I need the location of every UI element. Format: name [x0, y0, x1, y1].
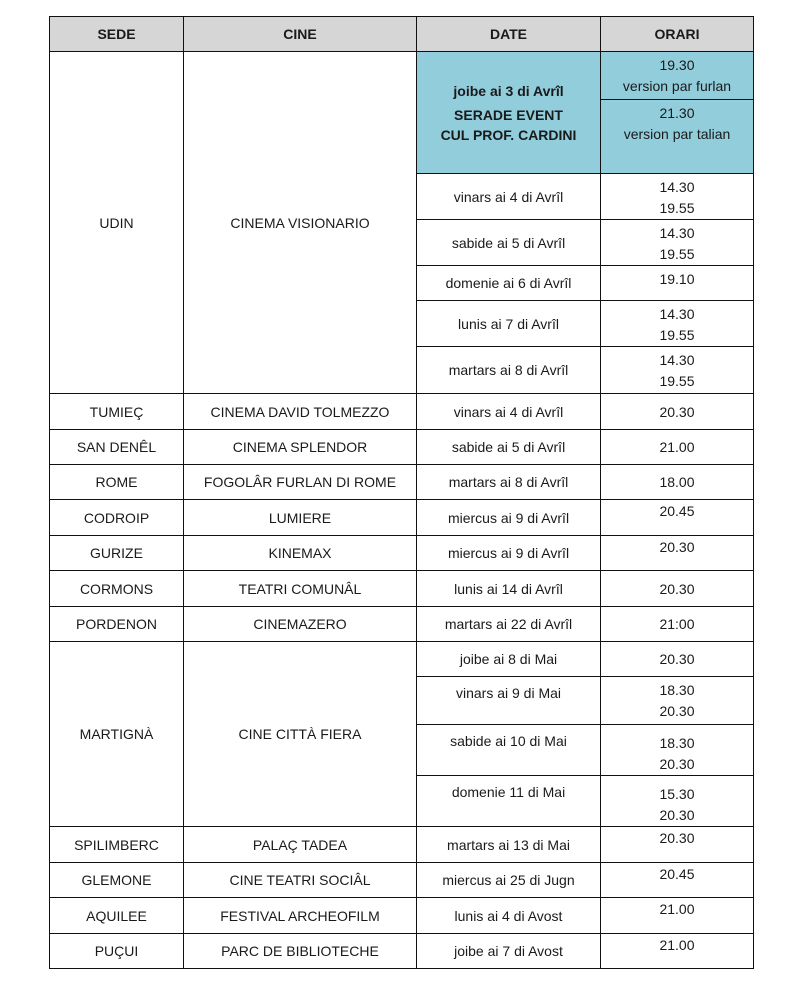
date-cell: lunis ai 14 di Avrîl [417, 571, 601, 607]
cine-cell: LUMIERE [184, 500, 417, 536]
cine-cell: FESTIVAL ARCHEOFILM [184, 898, 417, 934]
sede-cell: PORDENON [50, 607, 184, 642]
header-row [50, 17, 754, 52]
sede-cell: MARTIGNÀ [50, 642, 184, 827]
time: 14.30 [659, 179, 695, 195]
time-cell: 20.45 [601, 500, 754, 536]
time: 18.30 [659, 682, 695, 698]
cine-cell: CINE TEATRI SOCIÂL [184, 863, 417, 898]
time-cell: 20.30 [601, 571, 754, 607]
table-row [50, 52, 754, 100]
date-cell: domenie 11 di Mai [417, 776, 601, 827]
times-cell [601, 642, 754, 677]
cine-cell: CINEMAZERO [184, 607, 417, 642]
date-cell: martars ai 8 di Avrîl [417, 347, 601, 394]
time: 14.30 [659, 352, 695, 368]
times-cell [601, 725, 754, 776]
header-orari: ORARI [601, 17, 754, 52]
sede-cell: SAN DENÊL [50, 430, 184, 465]
table-row [50, 934, 754, 969]
time: 20.30 [659, 807, 695, 823]
sede-cell: AQUILEE [50, 898, 184, 934]
table-row [50, 607, 754, 642]
table-row [50, 642, 754, 677]
date-cell: martars ai 8 di Avrîl [417, 465, 601, 500]
event-date: joibe ai 3 di Avrîl [453, 82, 564, 99]
time: 20.30 [659, 703, 695, 719]
event-note-line2: CUL PROF. CARDINI [440, 126, 577, 143]
time: 19.55 [659, 373, 695, 389]
times-cell [601, 347, 754, 394]
cine-cell: PARC DE BIBLIOTECHE [184, 934, 417, 969]
cine-cell: PALAÇ TADEA [184, 827, 417, 863]
time: 19.55 [659, 246, 695, 262]
sede-cell: GURIZE [50, 536, 184, 571]
event-time-cell-1 [601, 52, 754, 100]
date-cell: sabide ai 5 di Avrîl [417, 430, 601, 465]
table-row [50, 898, 754, 934]
sede-cell: PUÇUI [50, 934, 184, 969]
time-cell: 21.00 [601, 430, 754, 465]
sede-cell: CORMONS [50, 571, 184, 607]
cine-cell: CINEMA DAVID TOLMEZZO [184, 394, 417, 430]
date-cell: sabide ai 5 di Avrîl [417, 220, 601, 266]
event-time-cell-2 [601, 100, 754, 174]
date-cell: joibe ai 7 di Avost [417, 934, 601, 969]
time: 21.30 [659, 105, 695, 121]
date-cell: vinars ai 9 di Mai [417, 677, 601, 725]
times-cell [601, 677, 754, 725]
time-cell: 20.45 [601, 863, 754, 898]
language-label: version par furlan [622, 77, 732, 94]
table-row [50, 536, 754, 571]
time: 15.30 [659, 786, 695, 802]
times-cell [601, 174, 754, 220]
sede-cell: UDIN [50, 52, 184, 394]
time: 19.55 [659, 327, 695, 343]
time-cell: 21.00 [601, 934, 754, 969]
cine-cell: FOGOLÂR FURLAN DI ROME [184, 465, 417, 500]
date-cell: lunis ai 4 di Avost [417, 898, 601, 934]
table-row [50, 500, 754, 536]
date-cell: vinars ai 4 di Avrîl [417, 174, 601, 220]
time-cell: 21:00 [601, 607, 754, 642]
sede-cell: ROME [50, 465, 184, 500]
time-cell: 21.00 [601, 898, 754, 934]
date-cell: martars ai 22 di Avrîl [417, 607, 601, 642]
event-note-line1: SERADE EVENT [454, 106, 563, 123]
time-cell: 20.30 [601, 394, 754, 430]
time-cell: 18.00 [601, 465, 754, 500]
time: 14.30 [659, 306, 695, 322]
table-row [50, 465, 754, 500]
times-cell [601, 220, 754, 266]
date-cell: joibe ai 8 di Mai [417, 642, 601, 677]
event-date-cell [417, 52, 601, 174]
sede-cell: TUMIEÇ [50, 394, 184, 430]
sede-cell: CODROIP [50, 500, 184, 536]
date-cell: miercus ai 25 di Jugn [417, 863, 601, 898]
date-cell: vinars ai 4 di Avrîl [417, 394, 601, 430]
time: 19.30 [659, 56, 695, 73]
table-row [50, 430, 754, 465]
time: 19.10 [659, 271, 695, 287]
schedule-table [49, 16, 754, 969]
time: 18.30 [659, 735, 695, 751]
date-cell: miercus ai 9 di Avrîl [417, 500, 601, 536]
sede-cell: GLEMONE [50, 863, 184, 898]
cine-cell: TEATRI COMUNÂL [184, 571, 417, 607]
date-cell: miercus ai 9 di Avrîl [417, 536, 601, 571]
header-sede: SEDE [50, 17, 184, 52]
date-cell: martars ai 13 di Mai [417, 827, 601, 863]
table-row [50, 863, 754, 898]
times-cell [601, 266, 754, 301]
date-cell: domenie ai 6 di Avrîl [417, 266, 601, 301]
cine-cell: KINEMAX [184, 536, 417, 571]
header-cine: CINE [184, 17, 417, 52]
date-cell: lunis ai 7 di Avrîl [417, 301, 601, 347]
time: 19.55 [659, 200, 695, 216]
time: 14.30 [659, 225, 695, 241]
time: 20.30 [659, 650, 695, 667]
cine-cell: CINE CITTÀ FIERA [184, 642, 417, 827]
times-cell [601, 301, 754, 347]
table-row [50, 827, 754, 863]
date-cell: sabide ai 10 di Mai [417, 725, 601, 776]
language-label: version par talian [623, 126, 731, 142]
table-row [50, 571, 754, 607]
cine-cell: CINEMA VISIONARIO [184, 52, 417, 394]
header-date: DATE [417, 17, 601, 52]
sede-cell: SPILIMBERC [50, 827, 184, 863]
time-cell: 20.30 [601, 827, 754, 863]
times-cell [601, 776, 754, 827]
table-row [50, 394, 754, 430]
time: 20.30 [659, 756, 695, 772]
time-cell: 20.30 [601, 536, 754, 571]
cine-cell: CINEMA SPLENDOR [184, 430, 417, 465]
